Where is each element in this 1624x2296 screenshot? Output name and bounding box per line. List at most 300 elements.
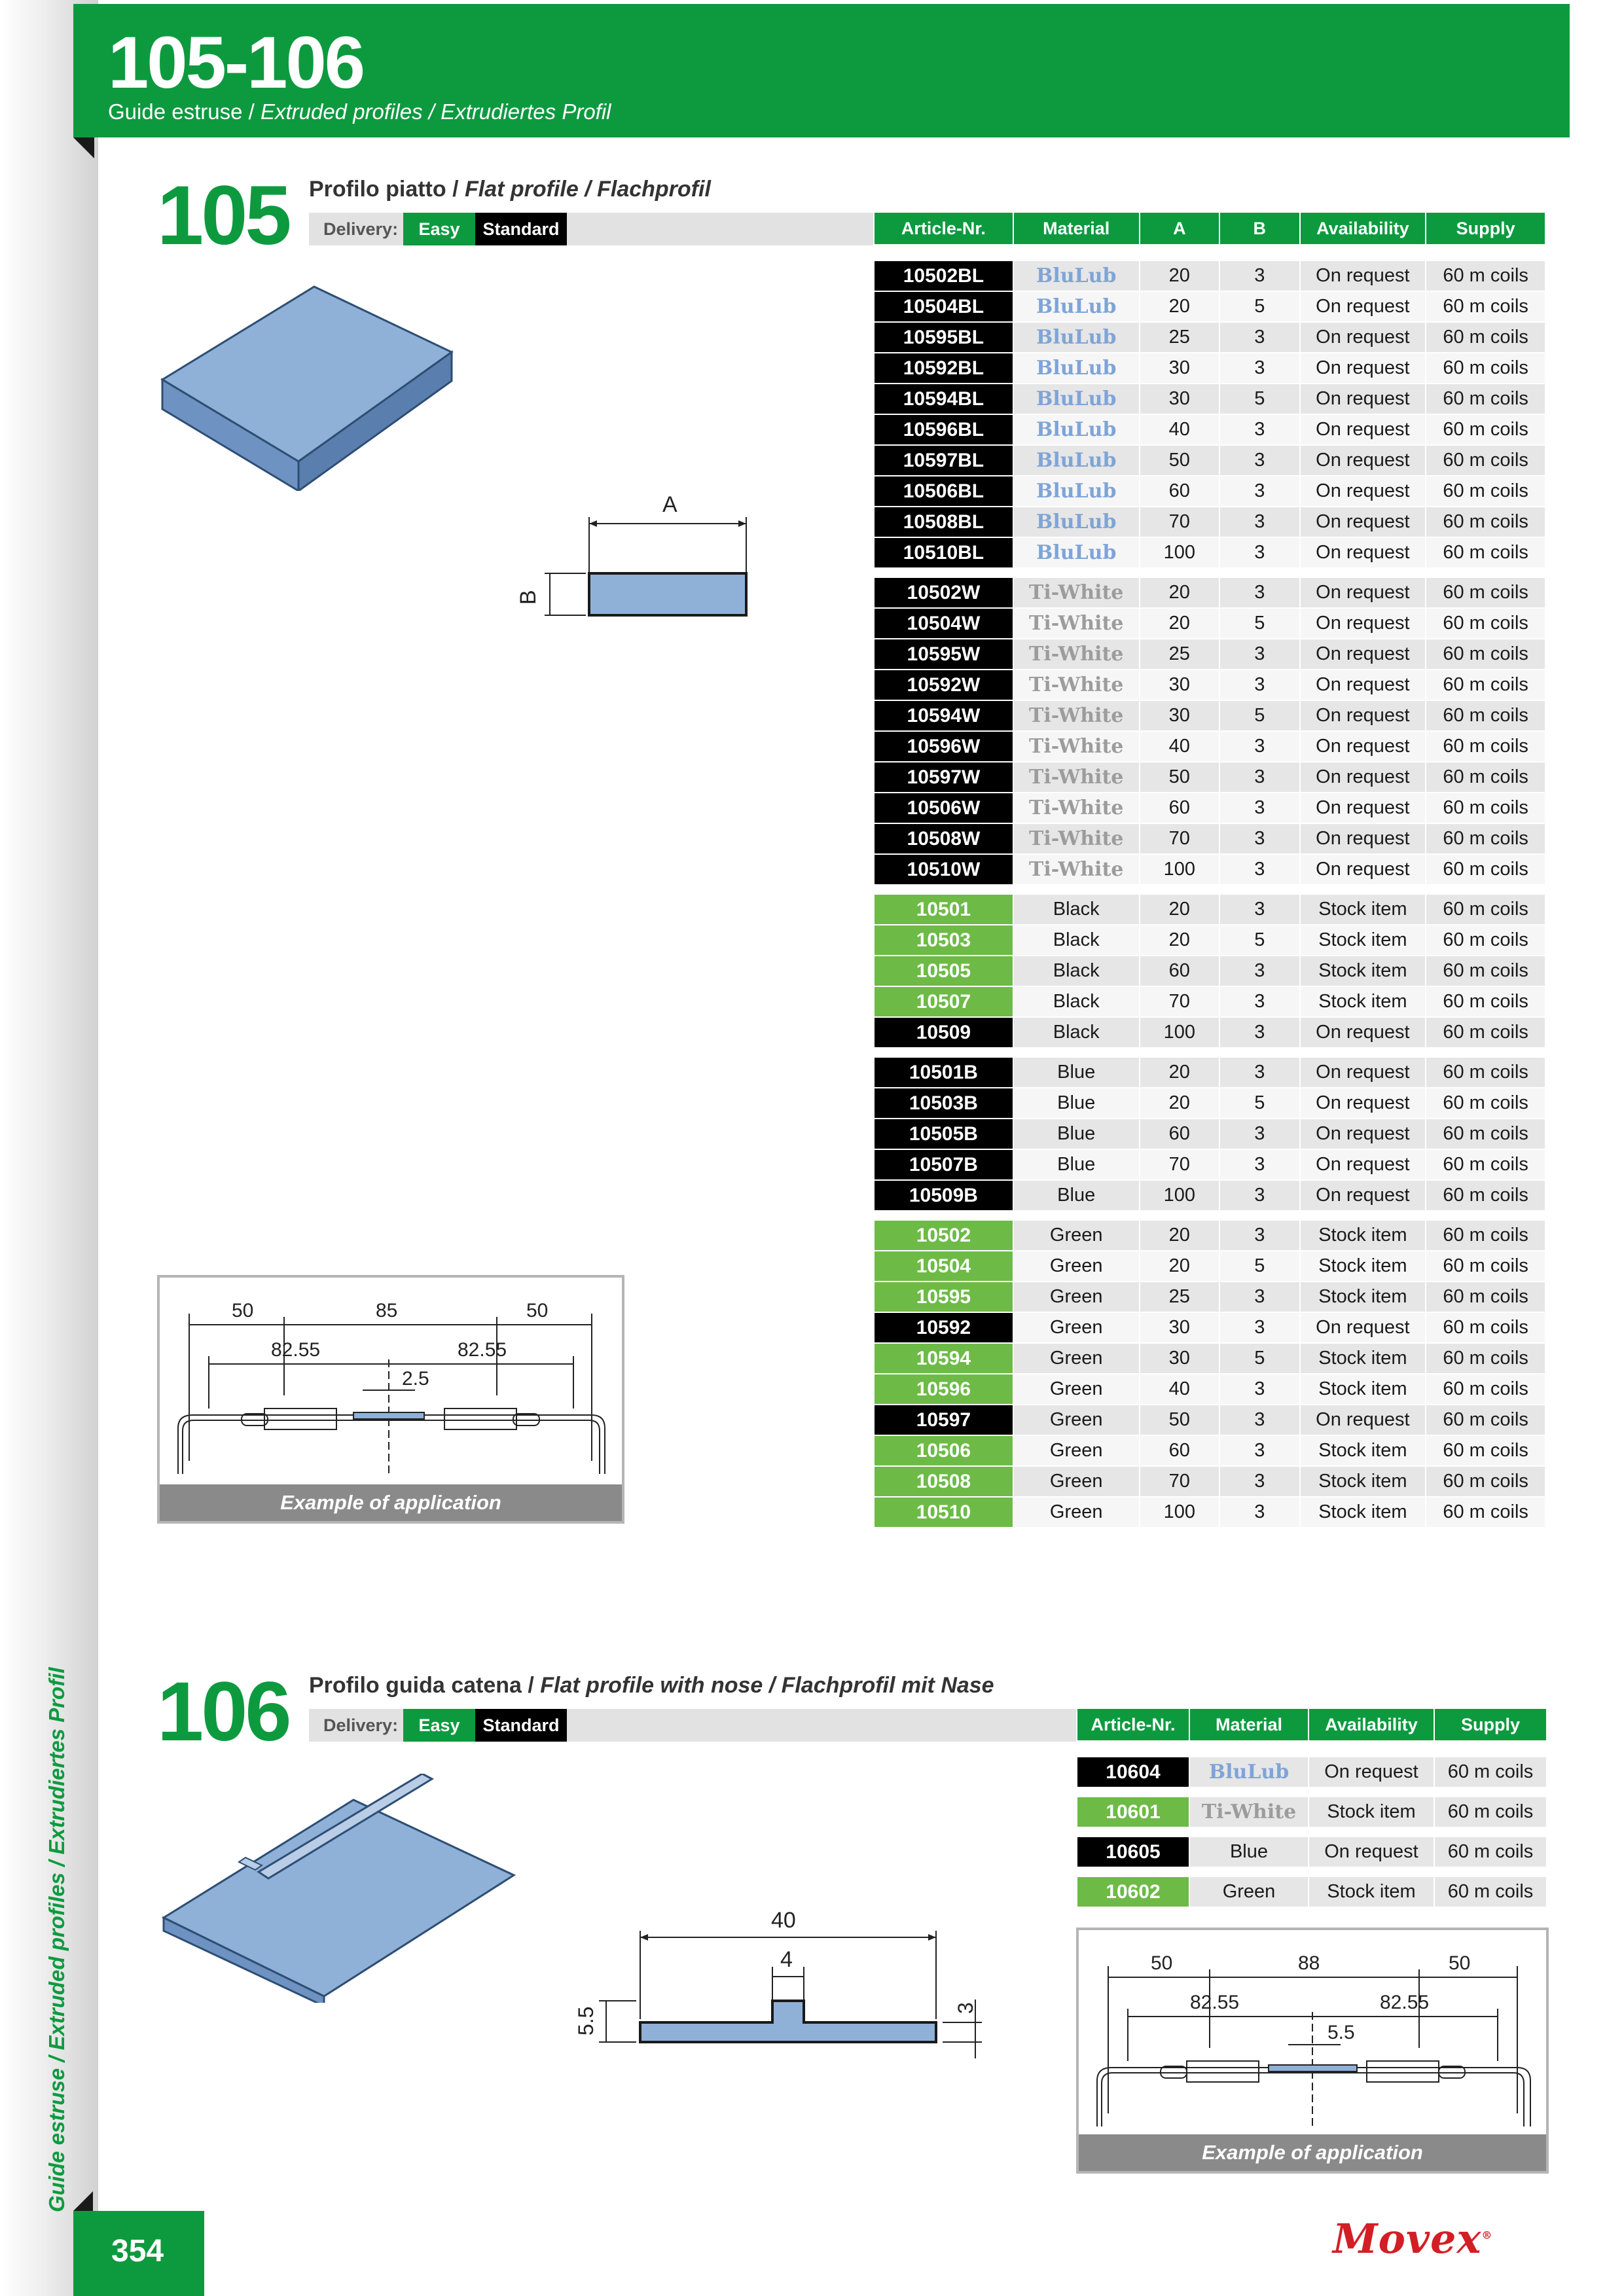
article-number: 10501B xyxy=(875,1058,1013,1088)
column-header: B xyxy=(1220,213,1299,244)
supply: 60 m coils xyxy=(1426,987,1545,1018)
dimension-b: 3 xyxy=(1220,1018,1299,1049)
dimension-b: 3 xyxy=(1220,1181,1299,1211)
app-dim-6: 5.5 xyxy=(1327,2022,1355,2043)
table-row xyxy=(875,353,1545,384)
table-row xyxy=(875,1058,1545,1088)
dimension-b: 5 xyxy=(1220,609,1299,639)
table-row xyxy=(875,732,1545,762)
availability: On request xyxy=(1301,762,1426,793)
delivery-standard-badge: Standard xyxy=(475,1709,567,1742)
dimension-a: 30 xyxy=(1140,384,1219,415)
supply: 60 m coils xyxy=(1426,323,1545,353)
material-value: Blue xyxy=(1057,1123,1096,1144)
article-number: 10503 xyxy=(875,925,1013,956)
section-106-application-caption: Example of application xyxy=(1079,2134,1546,2171)
column-header: Availability xyxy=(1309,1709,1434,1740)
table-row xyxy=(875,895,1545,925)
material-cell xyxy=(1014,895,1139,925)
material-cell xyxy=(1014,578,1139,609)
dimension-b: 3 xyxy=(1220,639,1299,670)
section-105-application-caption: Example of application xyxy=(160,1484,622,1521)
material-cell xyxy=(1190,1877,1308,1908)
app-dim-4: 82.55 xyxy=(1190,1992,1240,2013)
article-number: 10596BL xyxy=(875,415,1013,446)
material-cell xyxy=(1014,1058,1139,1088)
supply: 60 m coils xyxy=(1426,793,1545,824)
material-value: Black xyxy=(1053,1022,1100,1043)
material-value: Black xyxy=(1053,991,1100,1012)
supply: 60 m coils xyxy=(1426,1405,1545,1436)
table-row xyxy=(875,855,1545,886)
article-number: 10596 xyxy=(875,1374,1013,1405)
page-subtitle xyxy=(108,99,611,124)
dimension-b: 3 xyxy=(1220,824,1299,855)
availability: On request xyxy=(1301,1088,1426,1119)
article-number: 10502 xyxy=(875,1221,1013,1251)
article-number: 10504 xyxy=(875,1251,1013,1282)
article-number: 10510BL xyxy=(875,538,1013,569)
dimension-a: 20 xyxy=(1140,895,1219,925)
supply: 60 m coils xyxy=(1426,261,1545,292)
app-dim-6: 2.5 xyxy=(402,1368,429,1390)
dimension-b: 3 xyxy=(1220,1313,1299,1344)
article-number: 10597BL xyxy=(875,446,1013,476)
material-value: Green xyxy=(1049,1317,1103,1338)
header-notch xyxy=(73,137,94,158)
dimension-a: 60 xyxy=(1140,793,1219,824)
material-cell xyxy=(1014,1221,1139,1251)
dim-nose-label: 4 xyxy=(780,1947,793,1972)
app-dim-2: 88 xyxy=(1298,1952,1320,1974)
table-row xyxy=(875,1344,1545,1374)
table-row xyxy=(1077,1877,1546,1908)
dimension-a: 20 xyxy=(1140,1058,1219,1088)
material-value: Green xyxy=(1049,1255,1103,1276)
dimension-a: 30 xyxy=(1140,1313,1219,1344)
supply: 60 m coils xyxy=(1426,1436,1545,1467)
availability: On request xyxy=(1301,578,1426,609)
dim-b-label: B xyxy=(516,590,541,605)
supply: 60 m coils xyxy=(1426,895,1545,925)
dimension-b: 3 xyxy=(1220,476,1299,507)
dimension-b: 3 xyxy=(1220,538,1299,569)
section-105-number: 105 xyxy=(157,169,289,262)
supply: 60 m coils xyxy=(1426,1018,1545,1049)
supply: 60 m coils xyxy=(1426,1344,1545,1374)
dimension-a: 30 xyxy=(1140,1344,1219,1374)
column-header: Article-Nr. xyxy=(1077,1709,1189,1740)
section-105-table xyxy=(873,213,1546,1528)
dimension-a: 100 xyxy=(1140,1498,1219,1528)
table-row xyxy=(1077,1757,1546,1788)
dimension-a: 30 xyxy=(1140,701,1219,732)
supply: 60 m coils xyxy=(1435,1757,1546,1788)
table-row xyxy=(875,1150,1545,1181)
article-number: 10502BL xyxy=(875,261,1013,292)
column-header: Material xyxy=(1190,1709,1308,1740)
table-row xyxy=(875,639,1545,670)
article-number: 10508 xyxy=(875,1467,1013,1498)
dimension-b: 3 xyxy=(1220,353,1299,384)
availability: On request xyxy=(1301,353,1426,384)
article-number: 10506 xyxy=(875,1436,1013,1467)
table-row xyxy=(875,476,1545,507)
dimension-b: 3 xyxy=(1220,895,1299,925)
dimension-a: 20 xyxy=(1140,578,1219,609)
dimension-a: 20 xyxy=(1140,925,1219,956)
app-dim-5: 82.55 xyxy=(458,1339,507,1361)
material-cell xyxy=(1014,987,1139,1018)
section-106-table-header xyxy=(1077,1709,1546,1740)
availability: On request xyxy=(1301,384,1426,415)
supply: 60 m coils xyxy=(1426,956,1545,987)
availability: Stock item xyxy=(1301,925,1426,956)
article-number: 10504W xyxy=(875,609,1013,639)
availability: On request xyxy=(1301,538,1426,569)
material-value: Ti-White xyxy=(1029,704,1124,727)
dimension-a: 20 xyxy=(1140,1251,1219,1282)
availability: Stock item xyxy=(1301,1436,1426,1467)
dimension-b: 3 xyxy=(1220,1282,1299,1313)
article-number: 10594BL xyxy=(875,384,1013,415)
availability: On request xyxy=(1301,639,1426,670)
dimension-b: 3 xyxy=(1220,1150,1299,1181)
availability: On request xyxy=(1301,261,1426,292)
column-header: Availability xyxy=(1301,213,1426,244)
supply: 60 m coils xyxy=(1426,1181,1545,1211)
availability: Stock item xyxy=(1301,1498,1426,1528)
section-106-application-box xyxy=(1076,1928,1549,2174)
article-number: 10510W xyxy=(875,855,1013,886)
application-drawing-105 xyxy=(160,1278,622,1484)
dimension-a: 70 xyxy=(1140,1150,1219,1181)
availability: On request xyxy=(1301,476,1426,507)
availability: On request xyxy=(1301,323,1426,353)
registered-mark: ® xyxy=(1481,2229,1493,2242)
supply: 60 m coils xyxy=(1426,1150,1545,1181)
article-number: 10597 xyxy=(875,1405,1013,1436)
material-value: Black xyxy=(1053,899,1100,920)
material-value: Blue xyxy=(1057,1154,1096,1175)
material-value: Green xyxy=(1049,1348,1103,1369)
dimension-b: 3 xyxy=(1220,1498,1299,1528)
article-number: 10595BL xyxy=(875,323,1013,353)
dimension-b: 3 xyxy=(1220,1374,1299,1405)
material-cell xyxy=(1014,639,1139,670)
material-cell xyxy=(1190,1797,1308,1828)
dim-total-height-label: 5.5 xyxy=(574,2006,598,2036)
material-value: BluLub xyxy=(1036,418,1117,441)
section-106-delivery-bar xyxy=(309,1709,1076,1742)
article-number: 10592W xyxy=(875,670,1013,701)
availability: Stock item xyxy=(1301,1467,1426,1498)
material-value: BluLub xyxy=(1036,357,1117,380)
dimension-b: 3 xyxy=(1220,507,1299,538)
supply: 60 m coils xyxy=(1426,701,1545,732)
supply: 60 m coils xyxy=(1426,1088,1545,1119)
dimension-b: 3 xyxy=(1220,261,1299,292)
dimension-b: 5 xyxy=(1220,1344,1299,1374)
material-value: Blue xyxy=(1057,1185,1096,1206)
table-row xyxy=(875,762,1545,793)
supply: 60 m coils xyxy=(1426,507,1545,538)
material-value: Green xyxy=(1049,1440,1103,1461)
availability: On request xyxy=(1301,1119,1426,1150)
table-row xyxy=(875,1251,1545,1282)
dimension-a: 70 xyxy=(1140,1467,1219,1498)
dimension-a: 20 xyxy=(1140,292,1219,323)
article-number: 10502W xyxy=(875,578,1013,609)
dimension-a: 60 xyxy=(1140,1119,1219,1150)
column-header: Article-Nr. xyxy=(875,213,1013,244)
supply: 60 m coils xyxy=(1426,476,1545,507)
dimension-a: 100 xyxy=(1140,855,1219,886)
dimension-b: 3 xyxy=(1220,1119,1299,1150)
dimension-b: 3 xyxy=(1220,1221,1299,1251)
dimension-b: 3 xyxy=(1220,1405,1299,1436)
material-value: Blue xyxy=(1229,1841,1269,1862)
dimension-a: 20 xyxy=(1140,1088,1219,1119)
dimension-b: 3 xyxy=(1220,1436,1299,1467)
material-value: Ti-White xyxy=(1201,1801,1297,1823)
material-value: Black xyxy=(1053,929,1100,950)
article-number: 10592BL xyxy=(875,353,1013,384)
material-cell xyxy=(1014,1498,1139,1528)
table-row xyxy=(875,1221,1545,1251)
dimension-a: 50 xyxy=(1140,446,1219,476)
dimension-a: 70 xyxy=(1140,507,1219,538)
table-row xyxy=(875,1282,1545,1313)
material-cell xyxy=(1014,1282,1139,1313)
table-row xyxy=(875,824,1545,855)
dimension-a: 25 xyxy=(1140,323,1219,353)
material-cell xyxy=(1014,1467,1139,1498)
dimension-b: 5 xyxy=(1220,384,1299,415)
availability: Stock item xyxy=(1301,1251,1426,1282)
material-value: Green xyxy=(1049,1286,1103,1307)
supply: 60 m coils xyxy=(1426,292,1545,323)
material-cell xyxy=(1014,353,1139,384)
material-cell xyxy=(1014,824,1139,855)
material-value: Green xyxy=(1049,1378,1103,1399)
dimension-a: 60 xyxy=(1140,476,1219,507)
dimension-b: 5 xyxy=(1220,925,1299,956)
material-cell xyxy=(1014,793,1139,824)
supply: 60 m coils xyxy=(1426,1467,1545,1498)
dimension-b: 5 xyxy=(1220,292,1299,323)
section-105-cross-section xyxy=(497,484,759,635)
material-cell xyxy=(1014,701,1139,732)
dimension-a: 30 xyxy=(1140,353,1219,384)
dimension-b: 3 xyxy=(1220,1058,1299,1088)
supply: 60 m coils xyxy=(1435,1877,1546,1908)
article-number: 10508BL xyxy=(875,507,1013,538)
material-cell xyxy=(1014,1251,1139,1282)
availability: On request xyxy=(1301,1313,1426,1344)
section-106-table xyxy=(1076,1709,1547,1908)
material-value: BluLub xyxy=(1036,541,1117,564)
article-number: 10501 xyxy=(875,895,1013,925)
article-number: 10597W xyxy=(875,762,1013,793)
article-number: 10508W xyxy=(875,824,1013,855)
table-row xyxy=(875,956,1545,987)
material-value: Green xyxy=(1222,1881,1276,1902)
material-cell xyxy=(1014,538,1139,569)
supply: 60 m coils xyxy=(1426,762,1545,793)
availability: Stock item xyxy=(1301,987,1426,1018)
dimension-a: 60 xyxy=(1140,1436,1219,1467)
material-value: Ti-White xyxy=(1029,735,1124,758)
dimension-b: 3 xyxy=(1220,670,1299,701)
table-row xyxy=(875,446,1545,476)
article-number: 10507B xyxy=(875,1150,1013,1181)
availability: On request xyxy=(1301,415,1426,446)
material-value: BluLub xyxy=(1036,480,1117,503)
dimension-b: 3 xyxy=(1220,855,1299,886)
dimension-a: 40 xyxy=(1140,1374,1219,1405)
delivery-easy-badge: Easy xyxy=(403,1709,475,1742)
section-106-title xyxy=(309,1673,994,1698)
supply: 60 m coils xyxy=(1426,415,1545,446)
dimension-a: 30 xyxy=(1140,670,1219,701)
table-row xyxy=(875,1181,1545,1211)
supply: 60 m coils xyxy=(1426,1498,1545,1528)
supply: 60 m coils xyxy=(1426,1221,1545,1251)
dimension-b: 3 xyxy=(1220,732,1299,762)
material-value: Ti-White xyxy=(1029,827,1124,850)
material-cell xyxy=(1014,323,1139,353)
column-header: Supply xyxy=(1426,213,1545,244)
dimension-b: 5 xyxy=(1220,701,1299,732)
dimension-a: 100 xyxy=(1140,1018,1219,1049)
availability: Stock item xyxy=(1301,1282,1426,1313)
article-number: 10596W xyxy=(875,732,1013,762)
material-value: Ti-White xyxy=(1029,643,1124,666)
app-dim-4: 82.55 xyxy=(271,1339,321,1361)
table-row xyxy=(875,1088,1545,1119)
delivery-easy-badge: Easy xyxy=(403,213,475,245)
flat-profile-illustration xyxy=(157,275,465,491)
table-row xyxy=(875,1018,1545,1049)
supply: 60 m coils xyxy=(1426,732,1545,762)
article-number: 10506W xyxy=(875,793,1013,824)
dimension-b: 3 xyxy=(1220,323,1299,353)
material-cell xyxy=(1190,1757,1308,1788)
app-dim-3: 50 xyxy=(1449,1952,1471,1974)
material-value: Green xyxy=(1049,1225,1103,1246)
supply: 60 m coils xyxy=(1435,1837,1546,1868)
dimension-a: 20 xyxy=(1140,609,1219,639)
side-label: Guide estruse / Extruded profiles / Extrudiertes Profil xyxy=(45,1667,69,2212)
article-number: 10509 xyxy=(875,1018,1013,1049)
availability: On request xyxy=(1301,1150,1426,1181)
table-row xyxy=(875,1374,1545,1405)
dimension-a: 25 xyxy=(1140,639,1219,670)
dim-base-height-label: 3 xyxy=(954,2002,977,2014)
supply: 60 m coils xyxy=(1426,1119,1545,1150)
section-105-table-header xyxy=(875,213,1545,244)
dimension-b: 3 xyxy=(1220,415,1299,446)
supply: 60 m coils xyxy=(1426,384,1545,415)
article-number: 10503B xyxy=(875,1088,1013,1119)
material-cell xyxy=(1014,261,1139,292)
brand-name: Movex xyxy=(1333,2215,1482,2263)
subtitle-it: Guide estruse / xyxy=(108,99,261,124)
table-row xyxy=(875,1405,1545,1436)
table-row xyxy=(875,701,1545,732)
app-dim-2: 85 xyxy=(376,1300,398,1321)
table-row xyxy=(875,292,1545,323)
app-dim-3: 50 xyxy=(526,1300,549,1321)
article-number: 10595W xyxy=(875,639,1013,670)
section-106-cross-section xyxy=(563,1901,995,2058)
material-cell xyxy=(1014,292,1139,323)
section-106-title-en: Flat profile with nose / Flachprofil mit Nase xyxy=(540,1673,994,1698)
supply: 60 m coils xyxy=(1426,824,1545,855)
availability: On request xyxy=(1301,855,1426,886)
article-number: 10504BL xyxy=(875,292,1013,323)
availability: Stock item xyxy=(1301,956,1426,987)
supply: 60 m coils xyxy=(1426,1058,1545,1088)
material-cell xyxy=(1014,1405,1139,1436)
table-row xyxy=(875,987,1545,1018)
dimension-a: 100 xyxy=(1140,1181,1219,1211)
material-cell xyxy=(1014,956,1139,987)
table-row xyxy=(875,925,1545,956)
availability: Stock item xyxy=(1301,1221,1426,1251)
table-row xyxy=(875,538,1545,569)
table-row xyxy=(1077,1837,1546,1868)
table-row xyxy=(875,261,1545,292)
article-number: 10594W xyxy=(875,701,1013,732)
supply: 60 m coils xyxy=(1426,639,1545,670)
app-dim-1: 50 xyxy=(232,1300,254,1321)
material-cell xyxy=(1014,1436,1139,1467)
table-row xyxy=(875,578,1545,609)
material-cell xyxy=(1014,384,1139,415)
article-number: 10505B xyxy=(875,1119,1013,1150)
app-dim-5: 82.55 xyxy=(1380,1992,1430,2013)
article-number: 10507 xyxy=(875,987,1013,1018)
material-value: BluLub xyxy=(1036,264,1117,287)
dimension-a: 70 xyxy=(1140,987,1219,1018)
section-105-application-box xyxy=(157,1275,624,1524)
section-105-title xyxy=(309,177,711,202)
table-row xyxy=(875,415,1545,446)
availability: Stock item xyxy=(1301,1344,1426,1374)
material-value: Blue xyxy=(1057,1062,1096,1083)
availability: Stock item xyxy=(1301,1374,1426,1405)
supply: 60 m coils xyxy=(1426,1313,1545,1344)
section-106-title-it: Profilo guida catena / xyxy=(309,1673,541,1698)
material-value: Blue xyxy=(1057,1092,1096,1113)
material-cell xyxy=(1014,1088,1139,1119)
material-cell xyxy=(1014,1181,1139,1211)
availability: Stock item xyxy=(1309,1877,1434,1908)
availability: On request xyxy=(1301,1018,1426,1049)
section-105-delivery-bar xyxy=(309,213,873,245)
page-number: 354 xyxy=(111,2234,164,2269)
dimension-a: 40 xyxy=(1140,415,1219,446)
dimension-a: 20 xyxy=(1140,1221,1219,1251)
column-header: A xyxy=(1140,213,1219,244)
supply: 60 m coils xyxy=(1426,578,1545,609)
supply: 60 m coils xyxy=(1426,925,1545,956)
article-number: 10605 xyxy=(1077,1837,1189,1868)
brand-logo xyxy=(1333,2215,1492,2263)
availability: On request xyxy=(1301,292,1426,323)
